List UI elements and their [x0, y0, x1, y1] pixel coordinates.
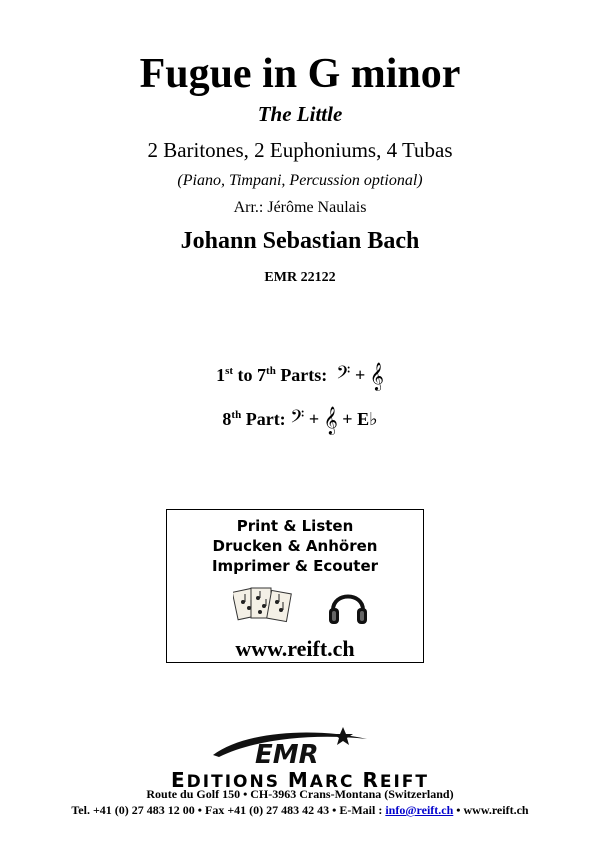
part-label: Part: [241, 409, 286, 429]
emr-logo [205, 725, 375, 767]
key-e-flat: E♭ [357, 409, 378, 429]
parts-to: to [233, 365, 258, 385]
contact-phone-fax: Tel. +41 (0) 27 483 12 00 • Fax +41 (0) 27 483 42 43 • E-Mail : [71, 803, 386, 817]
print-listen-box [166, 509, 424, 663]
treble-clef-icon: 𝄞 [323, 406, 338, 434]
plus-sign: + [354, 365, 366, 385]
publisher-address: Route du Golf 150 • CH-3963 Crans-Montana (Switzerland) [146, 787, 454, 801]
publisher-contact [0, 803, 600, 818]
optional-instruments: (Piano, Timpani, Percussion optional) [177, 172, 423, 189]
logo-text: EMR [255, 740, 319, 767]
sheet-music-icon [233, 582, 293, 630]
publisher-initial-m: M [287, 768, 310, 792]
instrumentation: 2 Baritones, 2 Euphoniums, 4 Tubas [147, 138, 453, 162]
parts-line-2 [0, 406, 600, 434]
arranger: Arr.: Jérôme Naulais [233, 199, 367, 216]
promo-line-french: Imprimer & Ecouter [211, 557, 379, 575]
ordinal-suffix-8: th [231, 409, 242, 421]
contact-website: • www.reift.ch [453, 803, 529, 817]
ordinal-suffix-1: st [225, 365, 234, 377]
composer: Johann Sebastian Bach [180, 228, 420, 254]
ordinal-7: 7 [257, 365, 267, 385]
promo-line-english: Print & Listen [236, 517, 354, 535]
promo-line-german: Drucken & Anhören [212, 537, 378, 555]
publisher-part-1: DITIONS [186, 772, 288, 792]
plus-sign: + [342, 409, 353, 429]
parts-label: Parts: [275, 365, 328, 385]
promo-url[interactable]: www.reift.ch [235, 636, 355, 661]
bass-clef-icon: 𝄢 [336, 363, 351, 388]
publisher-part-2: ARC [309, 772, 363, 792]
publisher-initial-e: E [171, 768, 187, 792]
piece-title: Fugue in G minor [139, 51, 461, 97]
piece-subtitle: The Little [257, 102, 343, 126]
headphones-icon [327, 584, 369, 628]
ordinal-8: 8 [222, 409, 232, 429]
plus-sign: + [308, 409, 320, 429]
ordinal-1: 1 [216, 365, 226, 385]
bass-clef-icon: 𝄢 [290, 407, 305, 432]
publisher-part-3: EIFT [379, 772, 429, 792]
treble-clef-icon: 𝄞 [369, 362, 384, 390]
parts-line-1 [0, 362, 600, 390]
email-link[interactable]: info@reift.ch [385, 803, 454, 817]
promo-icons [167, 582, 423, 632]
publisher-initial-r: R [362, 768, 380, 792]
catalog-number: EMR 22122 [264, 270, 336, 285]
ordinal-suffix-7: th [266, 365, 276, 377]
